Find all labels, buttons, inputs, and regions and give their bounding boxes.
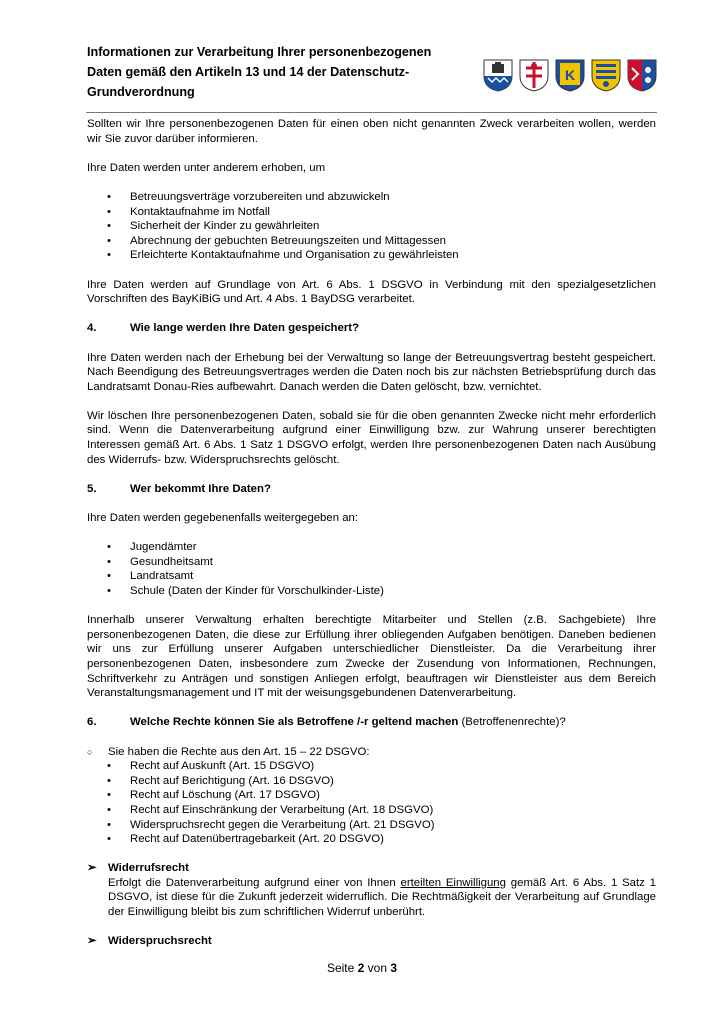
retention-paragraph-2: Wir löschen Ihre personenbezogenen Daten, sobald sie für die oben genannten Zwecke nicht mehr erforderlich sind. Wenn die Datenverarbeitung aufgrund einer Einwilligung bzw. zur Wahrung unserer berechtigten Interessen gemäß Art. 6 Abs. 1 Satz 1 DSGVO erfolgt, werden Ihre personenbezogenen Daten nach Ausübung des Widerrufs- bzw. Widerspruchsrechts gelöscht. xyxy=(87,409,656,466)
crest-4-icon xyxy=(590,58,622,92)
list-item: • Gesundheitsamt xyxy=(87,555,656,570)
recipients-intro: Ihre Daten werden gegebenenfalls weitergegeben an: xyxy=(87,512,359,525)
section-title: Wie lange werden Ihre Daten gespeichert? xyxy=(130,322,360,335)
section-number: 6. xyxy=(87,716,97,729)
document-body xyxy=(87,117,656,949)
legal-basis-paragraph: Ihre Daten werden auf Grundlage von Art. 6 Abs. 1 DSGVO in Verbindung mit den spezialgesetzlichen Vorschriften des BayKiBiG und Art. 4 Abs. 1 BayDSG verarbeitet. xyxy=(87,278,656,306)
list-item: • Recht auf Einschränkung der Verarbeitung (Art. 18 DSGVO) xyxy=(87,803,656,818)
list-item: • Schule (Daten der Kinder für Vorschulkinder-Liste) xyxy=(87,584,656,599)
widerruf-block xyxy=(87,861,656,919)
crest-2-icon xyxy=(518,58,550,92)
list-item: • Erleichterte Kontaktaufnahme und Organisation zu gewährleisten xyxy=(87,248,656,263)
document-title-line-3: Grundverordnung xyxy=(87,85,195,99)
list-item: • Recht auf Berichtigung (Art. 16 DSGVO) xyxy=(87,774,656,789)
document-title-line-1: Informationen zur Verarbeitung Ihrer personenbezogenen xyxy=(87,45,432,59)
section-title-suffix: (Betroffenenrechte)? xyxy=(458,716,566,729)
list-item: • Widerspruchsrecht gegen die Verarbeitung (Art. 21 DSGVO) xyxy=(87,818,656,833)
recipients-paragraph: Innerhalb unserer Verwaltung erhalten berechtigte Mitarbeiter und Stellen (z.B. Sachgebiete) Ihre personenbezogenen Daten, die diese zur Erfüllung ihrer obliegenden Aufgaben benötigen. Daneben bedienen wir uns zur Erfüllung unserer Aufgaben unterschiedlicher Dienstleister. Da die Verarbeitung ihrer personenbezogenen Daten, insbesondere zum Zwecke der Zusendung von Informationen, Rechnungen, Schriftverkehr zu Anträgen und sonstigen Anliegen erfolgt, beauftragen wir Dienstleister aus dem Bereich Veranstaltungsmanagement und IT mit der weisungsgebundenen Datenverarbeitung. xyxy=(87,614,656,700)
list-item: • Recht auf Auskunft (Art. 15 DSGVO) xyxy=(87,759,656,774)
header-divider xyxy=(86,112,657,113)
list-item: • Abrechnung der gebuchten Betreuungszeiten und Mittagessen xyxy=(87,234,656,249)
section-title: Wer bekommt Ihre Daten? xyxy=(130,482,271,495)
arrow-bullet-icon: ➢ xyxy=(87,862,97,875)
section-number: 4. xyxy=(87,322,97,335)
section-number: 5. xyxy=(87,482,97,495)
crest-1-icon xyxy=(482,58,514,92)
list-item: • Betreuungsverträge vorzubereiten und abzuwickeln xyxy=(87,190,656,205)
svg-text:K: K xyxy=(564,67,576,83)
crest-3-icon xyxy=(554,58,586,92)
list-item: • Landratsamt xyxy=(87,569,656,584)
intro-paragraph-1: Sollten wir Ihre personenbezogenen Daten für einen oben nicht genannten Zweck verarbeiten wollen, werden wir Sie zuvor darüber informieren. xyxy=(87,118,656,145)
section-4-heading xyxy=(87,321,656,336)
list-item: • Jugendämter xyxy=(87,540,656,555)
arrow-bullet-icon: ➢ xyxy=(87,935,97,948)
list-item: • Kontaktaufnahme im Notfall xyxy=(87,205,656,220)
section-title: Welche Rechte können Sie als Betroffene /-r geltend machen xyxy=(130,716,459,729)
rights-list xyxy=(87,759,656,847)
document-header xyxy=(87,42,467,102)
consent-underlined-text: erteilten Einwilligung xyxy=(400,876,506,889)
document-title-line-2: Daten gemäß den Artikeln 13 und 14 der Datenschutz- xyxy=(87,65,410,79)
list-item: • Recht auf Datenübertragebarkeit (Art. 20 DSGVO) xyxy=(87,832,656,847)
rights-intro: ○ Sie haben die Rechte aus den Art. 15 – 22 DSGVO: xyxy=(87,745,656,760)
purpose-list xyxy=(87,190,656,263)
retention-paragraph-1: Ihre Daten werden nach der Erhebung bei der Verwaltung so lange der Betreuungsvertrag besteht gespeichert. Nach Beendigung des Betreuungsvertrages werden die Daten noch bis zur nächsten Betriebsprüfung durch das Landratsamt Donau-Ries aufbewahrt. Danach werden die Daten gelöscht, bzw. vernichtet. xyxy=(87,351,656,393)
page-footer: Seite 2 von 3 xyxy=(326,961,398,975)
widerruf-text: Erfolgt die Datenverarbeitung aufgrund einer von Ihnen erteilten Einwilligung gemäß Art. 6 Abs. 1 Satz 1 DSGVO, ist diese für die Zukunft jederzeit widerruflich. Die Rechtmäßigkeit der Verarbeitung auf Grundlage der Einwilligung bleibt bis zum schriftlichen Widerruf unberührt. xyxy=(108,876,656,919)
list-item: • Sicherheit der Kinder zu gewährleiten xyxy=(87,219,656,234)
intro-paragraph-2: Ihre Daten werden unter anderem erhoben, um xyxy=(87,161,326,174)
current-page-number: 2 xyxy=(357,961,365,975)
list-item: • Recht auf Löschung (Art. 17 DSGVO) xyxy=(87,788,656,803)
widerspruch-block xyxy=(87,934,656,949)
total-page-count: 3 xyxy=(390,961,398,975)
section-5-heading xyxy=(87,482,656,497)
crest-5-icon xyxy=(626,58,658,92)
widerruf-title: Widerrufsrecht xyxy=(108,862,189,875)
widerspruch-title: Widerspruchsrecht xyxy=(108,935,212,948)
recipients-list xyxy=(87,540,656,598)
section-6-heading xyxy=(87,715,656,730)
municipal-crests xyxy=(482,58,658,96)
